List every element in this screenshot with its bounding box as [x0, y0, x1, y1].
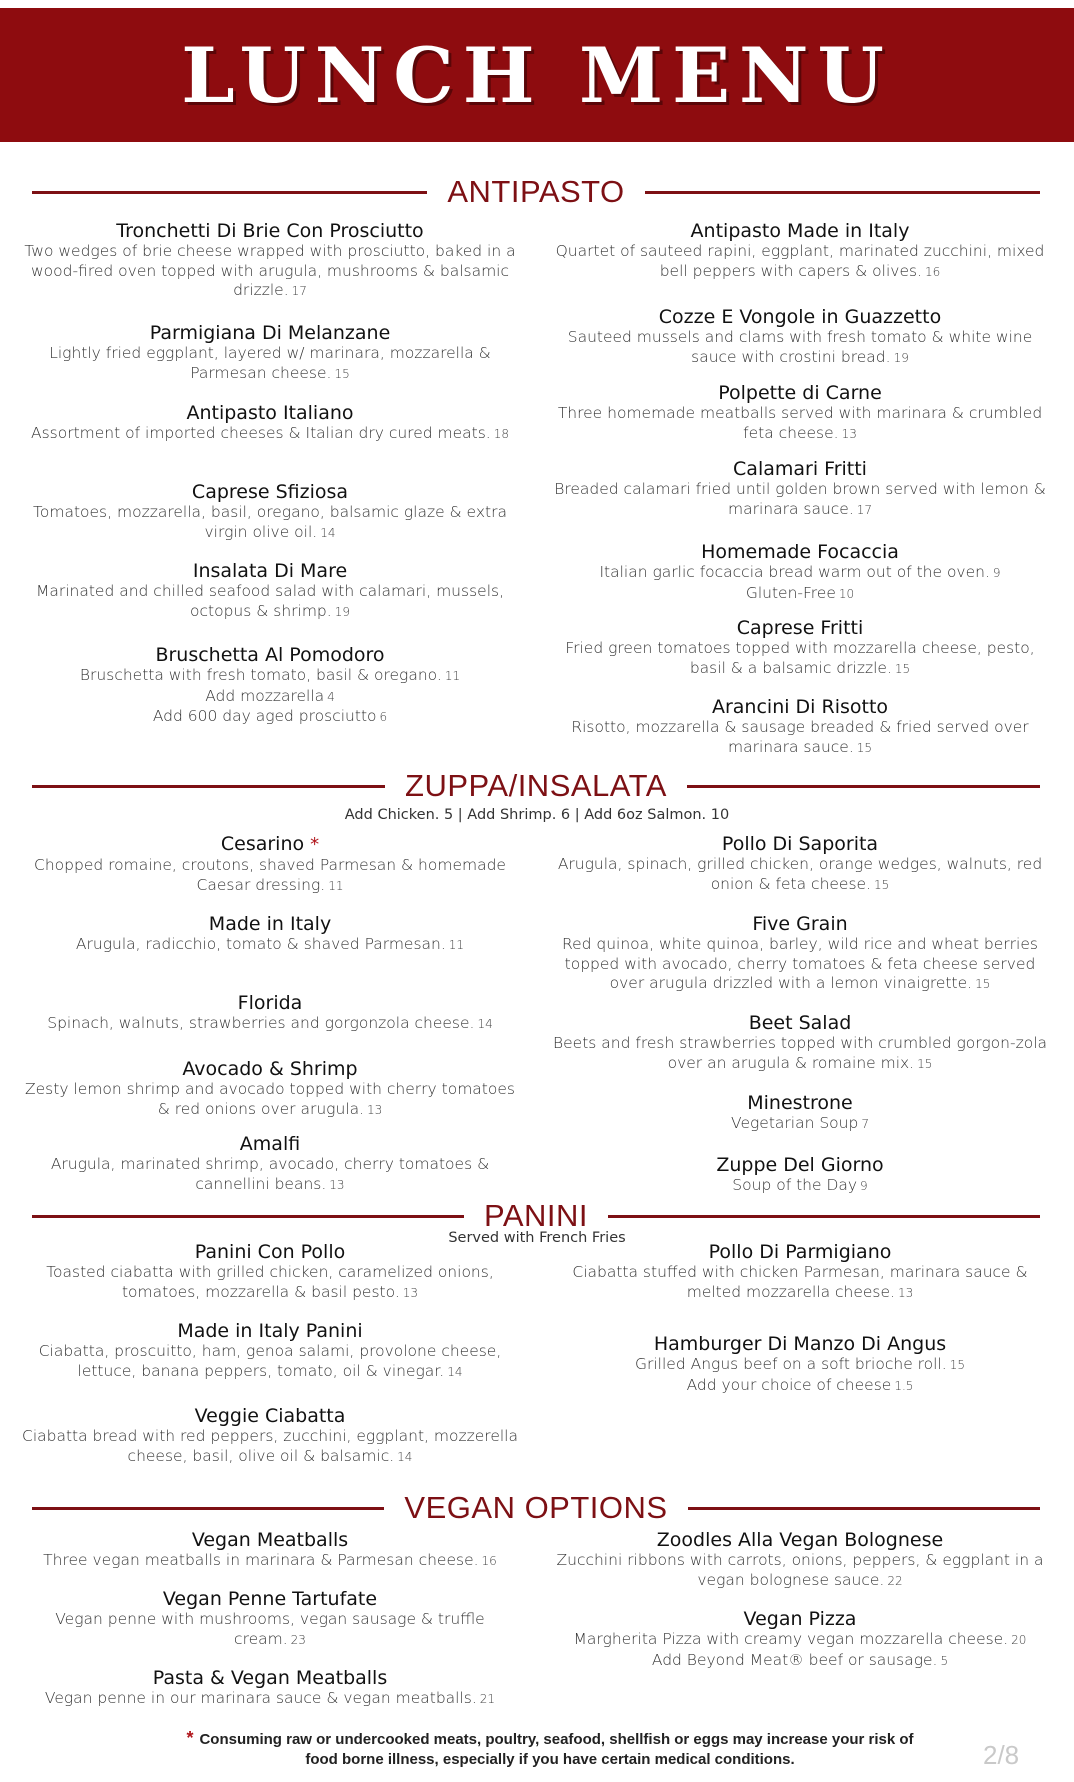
section-antipasto — [32, 170, 1040, 214]
menu-item — [550, 1154, 1050, 1197]
item-description-text: Toasted ciabatta with grilled chicken, caramelized onions, tomatoes, mozzarella & basil pesto. — [46, 1263, 494, 1301]
item-description — [20, 856, 520, 896]
item-price: 13 — [329, 1177, 345, 1192]
item-name-text: Vegan Pizza — [743, 1608, 857, 1630]
menu-item — [550, 220, 1050, 282]
item-extra-text: Add 600 day aged prosciutto — [152, 707, 377, 725]
menu-item — [550, 913, 1050, 995]
item-extra-text: Gluten-Free — [745, 583, 836, 602]
menu-item — [550, 617, 1050, 679]
item-name — [550, 1092, 1050, 1114]
divider-rule — [32, 785, 385, 788]
item-name-text: Vegan Meatballs — [191, 1529, 349, 1551]
item-extra — [550, 1651, 1050, 1672]
item-price: 20 — [1011, 1633, 1027, 1647]
item-name — [20, 992, 520, 1014]
item-price: 13 — [402, 1285, 419, 1300]
item-extra-text: Add Beyond Meat® beef or sausage. — [651, 1650, 938, 1669]
item-price: 13 — [897, 1285, 914, 1300]
item-price: 14 — [397, 1449, 413, 1464]
item-description — [20, 1689, 520, 1710]
item-extra-price: 1.5 — [894, 1378, 914, 1393]
item-description-text: Spinach, walnuts, strawberries and gorgonzola cheese. — [47, 1014, 475, 1032]
item-name — [20, 1241, 520, 1263]
divider-rule — [32, 1507, 384, 1510]
item-name-text: Caprese Fritti — [736, 617, 864, 639]
section-zuppa — [32, 764, 1040, 808]
item-name-text: Caprese Sfiziosa — [191, 481, 349, 503]
food-safety-disclaimer — [180, 1728, 920, 1770]
item-name — [20, 1320, 520, 1342]
item-description-text: Soup of the Day — [732, 1176, 858, 1194]
item-name — [20, 560, 520, 582]
item-description — [20, 1342, 520, 1382]
item-description — [550, 1355, 1050, 1376]
item-price: 21 — [479, 1692, 496, 1706]
item-name-text: Veggie Ciabatta — [194, 1405, 346, 1427]
item-description-text: Chopped romaine, croutons, shaved Parmesan & homemade Caesar dressing. — [34, 856, 506, 894]
item-price: 9 — [860, 1179, 868, 1193]
item-description — [550, 718, 1050, 758]
item-price: 15 — [894, 661, 911, 676]
panini-served-note: Served with French Fries — [448, 1230, 626, 1246]
item-name-text: Made in Italy — [208, 913, 332, 935]
menu-item — [550, 382, 1050, 444]
item-description-text: Arugula, radicchio, tomato & shaved Parmesan. — [75, 935, 446, 953]
item-price: 19 — [893, 350, 909, 365]
item-description — [550, 639, 1050, 679]
asterisk-icon: * — [310, 834, 320, 855]
item-price: 11 — [328, 878, 344, 893]
item-name — [20, 1588, 520, 1610]
menu-item — [550, 1012, 1050, 1074]
item-name-text: Homemade Focaccia — [701, 541, 899, 563]
item-description-text: Two wedges of brie cheese wrapped with prosciutto, baked in a wood-fired oven topped with arugula, mushrooms & balsamic drizzle. — [24, 242, 516, 299]
item-description-text: Three homemade meatballs served with marinara & crumbled feta cheese. — [557, 404, 1043, 442]
divider-rule — [32, 1215, 464, 1218]
item-name-text: Pollo Di Saporita — [721, 833, 879, 855]
item-description — [20, 1080, 520, 1120]
item-description-text: Italian garlic focaccia bread warm out of the oven. — [599, 563, 990, 581]
menu-item — [20, 1667, 520, 1710]
item-price: 15 — [917, 1056, 933, 1071]
item-description-text: Zesty lemon shrimp and avocado topped with cherry tomatoes & red onions over arugula. — [25, 1080, 515, 1118]
item-extra — [20, 687, 520, 708]
page-indicator: 2/8 — [983, 1740, 1020, 1770]
item-name-text: Avocado & Shrimp — [182, 1058, 358, 1080]
menu-item — [550, 1608, 1050, 1671]
item-description-text: Lightly fried eggplant, layered w/ marinara, mozzarella & Parmesan cheese. — [49, 344, 491, 382]
item-description-text: Vegetarian Soup — [731, 1114, 859, 1132]
menu-item — [20, 1588, 520, 1650]
menu-item — [20, 644, 520, 728]
item-extra-price: 4 — [327, 689, 335, 704]
menu-item — [20, 220, 520, 302]
item-description-text: Vegan penne with mushrooms, vegan sausage & truffle cream. — [55, 1610, 485, 1648]
menu-item — [20, 402, 520, 445]
item-description — [550, 242, 1050, 282]
item-name — [20, 322, 520, 344]
item-description — [20, 424, 520, 445]
item-price: 14 — [447, 1364, 463, 1379]
item-name-text: Calamari Fritti — [733, 458, 867, 480]
item-price: 13 — [367, 1102, 383, 1117]
item-name — [550, 833, 1050, 855]
item-price: 15 — [874, 877, 890, 892]
item-name — [20, 1058, 520, 1080]
item-price: 18 — [493, 427, 510, 441]
item-price: 14 — [477, 1017, 493, 1031]
item-name — [550, 1154, 1050, 1176]
menu-item — [550, 696, 1050, 758]
item-price: 7 — [861, 1117, 869, 1131]
item-name — [550, 617, 1050, 639]
item-price: 16 — [481, 1554, 497, 1568]
item-description — [550, 1551, 1050, 1591]
item-name — [550, 1529, 1050, 1551]
divider-rule — [688, 1507, 1040, 1510]
menu-item — [20, 481, 520, 543]
section-title: PANINI — [483, 1198, 589, 1233]
menu-item — [550, 1241, 1050, 1303]
item-description — [20, 1155, 520, 1195]
item-description — [550, 1630, 1050, 1651]
item-description-text: Fried green tomatoes topped with mozzarella cheese, pesto, basil & a balsamic drizzle. — [565, 639, 1035, 677]
item-description — [550, 404, 1050, 444]
divider-rule — [687, 785, 1040, 788]
item-name — [550, 1012, 1050, 1034]
item-description — [20, 242, 520, 302]
item-name-text: Cesarino — [220, 833, 305, 855]
menu-item — [550, 306, 1050, 368]
item-name — [550, 696, 1050, 718]
menu-item — [20, 1133, 520, 1195]
item-description — [20, 1427, 520, 1467]
item-description-text: Margherita Pizza with creamy vegan mozzarella cheese. — [573, 1630, 1009, 1648]
item-description-text: Bruschetta with fresh tomato, basil & oregano. — [79, 666, 442, 684]
item-name-text: Vegan Penne Tartufate — [162, 1588, 378, 1610]
menu-item — [20, 1405, 520, 1467]
item-price: 15 — [975, 977, 991, 991]
item-price: 16 — [925, 264, 941, 279]
item-description-text: Risotto, mozzarella & sausage breaded & fried served over marinara sauce. — [571, 718, 1029, 756]
section-title: ANTIPASTO — [447, 174, 625, 209]
menu-item — [20, 913, 520, 956]
item-price: 13 — [841, 426, 857, 441]
item-price: 15 — [334, 366, 350, 381]
item-description-text: Quartet of sauteed rapini, eggplant, marinated zucchini, mixed bell peppers with capers & olives. — [555, 242, 1045, 280]
item-description — [20, 582, 520, 622]
item-name-text: Arancini Di Risotto — [711, 696, 889, 718]
item-name-text: Parmigiana Di Melanzane — [149, 322, 391, 344]
item-name — [20, 644, 520, 666]
item-extra-text: Add your choice of cheese — [686, 1375, 892, 1394]
item-name — [20, 481, 520, 503]
section-title: VEGAN OPTIONS — [404, 1490, 668, 1525]
item-description — [20, 1014, 520, 1035]
item-name-text: Polpette di Carne — [718, 382, 882, 404]
item-name-text: Zoodles Alla Vegan Bolognese — [656, 1529, 944, 1551]
item-name-text: Hamburger Di Manzo Di Angus — [653, 1333, 947, 1355]
item-name — [20, 913, 520, 935]
item-name — [20, 402, 520, 424]
divider-rule — [645, 191, 1040, 194]
item-name-text: Zuppe Del Giorno — [716, 1154, 884, 1176]
item-price: 15 — [856, 740, 873, 755]
item-description — [550, 1263, 1050, 1303]
item-description — [550, 855, 1050, 895]
item-description-text: Assortment of imported cheeses & Italian dry cured meats. — [30, 424, 491, 442]
header-banner — [0, 8, 1074, 142]
item-description — [20, 1551, 520, 1572]
item-extra-price: 5 — [940, 1653, 949, 1668]
item-description-text: Ciabatta, proscuitto, ham, genoa salami, provolone cheese, lettuce, banana peppers, tomato, oil & vinegar. — [38, 1342, 502, 1380]
menu-item — [20, 1320, 520, 1382]
item-name — [550, 1333, 1050, 1355]
item-name-text: Antipasto Made in Italy — [690, 220, 910, 242]
item-price: 17 — [856, 502, 873, 517]
section-vegan — [32, 1486, 1040, 1530]
menu-title: LUNCH MENU — [181, 30, 893, 120]
item-description-text: Sauteed mussels and clams with fresh tomato & white wine sauce with crostini bread. — [567, 328, 1033, 366]
item-price: 17 — [291, 284, 307, 298]
item-description — [20, 1610, 520, 1650]
item-price: 23 — [290, 1632, 306, 1647]
item-description — [550, 328, 1050, 368]
item-description-text: Zucchini ribbons with carrots, onions, peppers, & eggplant in a vegan bolognese sauce. — [556, 1551, 1044, 1589]
asterisk-icon: * — [186, 1728, 194, 1748]
item-price: 9 — [992, 566, 1001, 580]
item-extra — [550, 584, 1050, 605]
zuppa-add-ons-note: Add Chicken. 5 | Add Shrimp. 6 | Add 6oz Salmon. 10 — [344, 807, 730, 823]
item-extra — [20, 707, 520, 728]
menu-item — [550, 1333, 1050, 1396]
item-name — [550, 382, 1050, 404]
item-description — [20, 935, 520, 956]
menu-item — [550, 833, 1050, 895]
item-price: 19 — [334, 604, 350, 619]
item-description — [20, 344, 520, 384]
item-name-text: Minestrone — [747, 1092, 853, 1114]
menu-item — [20, 833, 520, 896]
divider-rule — [32, 191, 427, 194]
item-description-text: Arugula, spinach, grilled chicken, orange wedges, walnuts, red onion & feta cheese. — [557, 855, 1043, 893]
item-name — [20, 833, 520, 856]
item-price: 15 — [949, 1358, 965, 1372]
item-name — [550, 541, 1050, 563]
item-name-text: Tronchetti Di Brie Con Prosciutto — [116, 220, 424, 242]
item-description-text: Breaded calamari fried until golden brown served with lemon & marinara sauce. — [554, 480, 1046, 518]
disclaimer-text: Consuming raw or undercooked meats, poultry, seafood, shellfish or eggs may increase your risk of food borne illness, especially if you have certain medical conditions. — [199, 1731, 914, 1768]
item-description-text: Three vegan meatballs in marinara & Parmesan cheese. — [43, 1551, 479, 1569]
item-name — [550, 306, 1050, 328]
item-description — [20, 666, 520, 687]
item-name-text: Pasta & Vegan Meatballs — [152, 1667, 388, 1689]
item-name-text: Made in Italy Panini — [177, 1320, 363, 1342]
item-price: 11 — [448, 938, 465, 952]
item-description — [20, 1263, 520, 1303]
item-description — [20, 503, 520, 543]
item-name — [550, 1608, 1050, 1630]
item-name-text: Five Grain — [752, 913, 848, 935]
item-description-text: Arugula, marinated shrimp, avocado, cherry tomatoes & cannellini beans. — [50, 1155, 490, 1193]
menu-item — [550, 1092, 1050, 1135]
item-name — [550, 913, 1050, 935]
item-extra — [550, 1376, 1050, 1397]
item-description-text: Vegan penne in our marinara sauce & vegan meatballs. — [44, 1689, 477, 1707]
item-extra-text: Add mozzarella — [205, 686, 325, 705]
item-description-text: Beets and fresh strawberries topped with crumbled gorgon-zola over an arugula & romaine mix. — [552, 1034, 1048, 1072]
item-description-text: Marinated and chilled seafood salad with calamari, mussels, octopus & shrimp. — [35, 582, 505, 620]
item-name — [20, 1133, 520, 1155]
item-name-text: Cozze E Vongole in Guazzetto — [658, 306, 942, 328]
menu-item — [20, 322, 520, 384]
item-extra-price: 6 — [379, 710, 388, 724]
menu-item — [20, 560, 520, 622]
item-name-text: Florida — [237, 992, 303, 1014]
item-price: 14 — [320, 525, 336, 540]
menu-item — [550, 1529, 1050, 1591]
item-name — [550, 220, 1050, 242]
item-name-text: Bruschetta Al Pomodoro — [155, 644, 385, 666]
item-name-text: Beet Salad — [748, 1012, 852, 1034]
item-description — [550, 1114, 1050, 1135]
item-name — [20, 1667, 520, 1689]
section-title: ZUPPA/INSALATA — [405, 768, 667, 803]
item-description-text: Ciabatta stuffed with chicken Parmesan, marinara sauce & melted mozzarella cheese. — [572, 1263, 1028, 1301]
item-name-text: Pollo Di Parmigiano — [708, 1241, 892, 1263]
item-price: 22 — [887, 1573, 903, 1588]
item-description — [550, 935, 1050, 995]
item-name — [20, 1405, 520, 1427]
item-name-text: Amalfi — [239, 1133, 301, 1155]
item-description — [550, 1176, 1050, 1197]
menu-item — [20, 1241, 520, 1303]
menu-item — [20, 1529, 520, 1572]
item-description — [550, 480, 1050, 520]
menu-item — [550, 541, 1050, 604]
menu-item — [550, 458, 1050, 520]
item-description-text: Red quinoa, white quinoa, barley, wild rice and wheat berries topped with avocado, cherry tomatoes & feta cheese served over arugula drizzled with a lemon vinaigrette. — [562, 935, 1038, 992]
divider-rule — [608, 1215, 1040, 1218]
item-name — [550, 1241, 1050, 1263]
item-extra-price: 10 — [838, 586, 855, 601]
item-name-text: Panini Con Pollo — [194, 1241, 346, 1263]
menu-item — [20, 1058, 520, 1120]
item-description — [550, 1034, 1050, 1074]
item-description-text: Tomatoes, mozzarella, basil, oregano, balsamic glaze & extra virgin olive oil. — [33, 503, 507, 541]
item-price: 11 — [444, 669, 461, 683]
item-description — [550, 563, 1050, 584]
item-name — [550, 458, 1050, 480]
item-description-text: Grilled Angus beef on a soft brioche roll. — [634, 1355, 947, 1373]
item-name-text: Antipasto Italiano — [186, 402, 354, 424]
item-name — [20, 1529, 520, 1551]
item-name-text: Insalata Di Mare — [192, 560, 348, 582]
item-name — [20, 220, 520, 242]
menu-item — [20, 992, 520, 1035]
item-description-text: Ciabatta bread with red peppers, zucchini, eggplant, mozzerella cheese, basil, olive oil & balsamic. — [22, 1427, 518, 1465]
